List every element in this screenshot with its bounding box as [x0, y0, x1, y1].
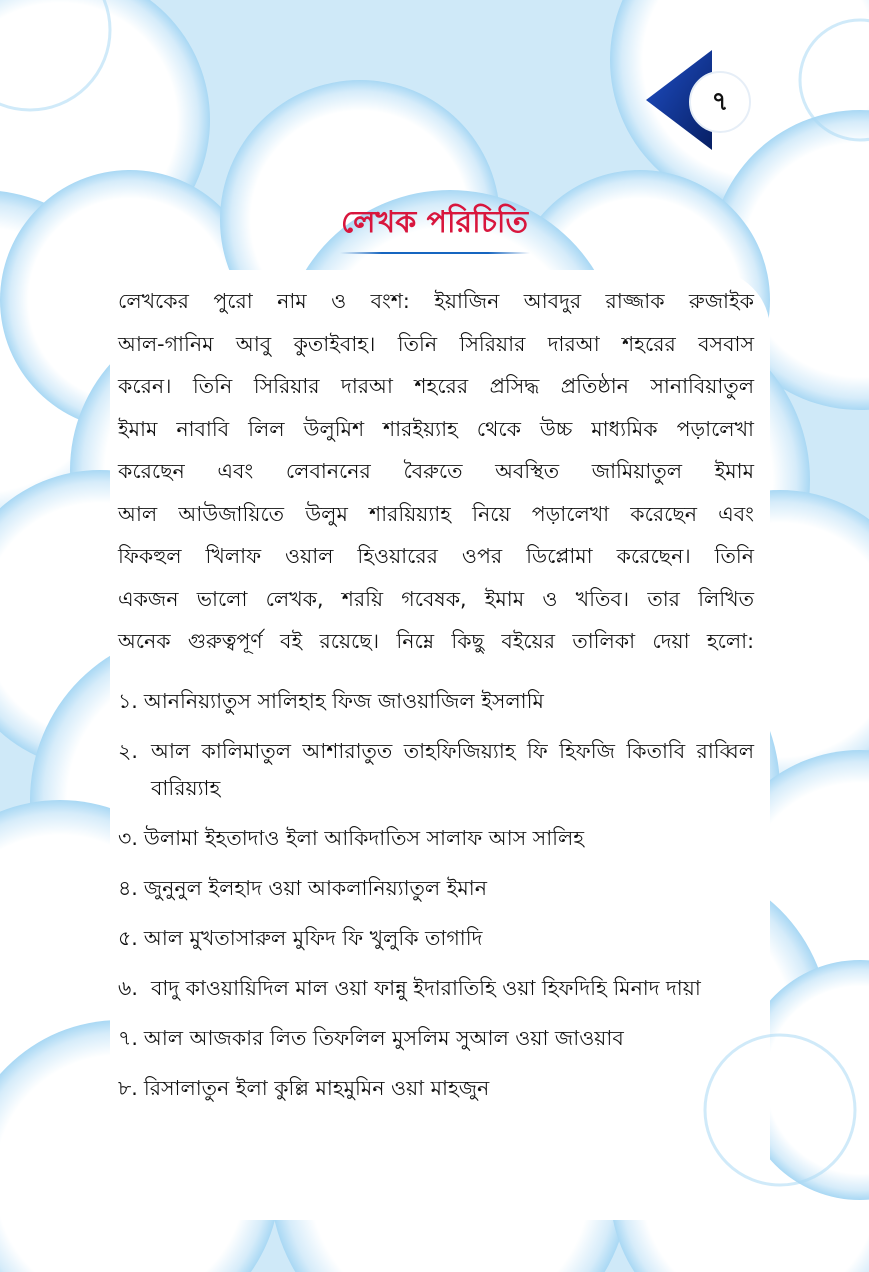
bio-line: অনেক গুরুত্বপূর্ণ বই রয়েছে। নিম্নে কিছু বইয়ের তালিকা দেয়া হলো: [118, 629, 754, 653]
list-item-number: ৫. [118, 926, 138, 950]
bio-line: আল-গানিম আবু কুতাইবাহ। তিনি সিরিয়ার দারআ শহরের বসবাস [118, 331, 754, 356]
author-bio-paragraph [118, 280, 754, 663]
list-item [118, 870, 754, 907]
list-item-title: উলামা ইহতাদাও ইলা আকিদাতিস সালাফ আস সালিহ [143, 826, 585, 850]
page-number-tab [646, 50, 756, 150]
list-item-title: বাদু কাওয়ায়িদিল মাল ওয়া ফান্নু ইদারাতিহি ওয়া হিফদিহি মিনাদ দায়া [151, 976, 701, 1000]
list-item [118, 920, 754, 957]
list-item-number: ৪. [118, 876, 138, 900]
bio-line: একজন ভালো লেখক, শরয়ি গবেষক, ইমাম ও খতিব। তার লিখিত [118, 586, 754, 611]
list-item-title: রিসালাতুন ইলা কুল্লি মাহমুমিন ওয়া মাহজুন [143, 1076, 490, 1100]
list-item [118, 733, 754, 807]
list-item-number: ৬. [118, 976, 138, 1000]
bio-line: আল আউজায়িতে উলুম শারয়িয়্যাহ নিয়ে পড়ালেখা করেছেন এবং [118, 501, 754, 526]
page-number: ৭ [711, 87, 729, 117]
bio-line: করেন। তিনি সিরিয়ার দারআ শহরের প্রসিদ্ধ প্রতিষ্ঠান সানাবিয়াতুল [118, 374, 754, 398]
list-item-title: আল মুখতাসারুল মুফিদ ফি খুলুকি তাগাদি [143, 926, 483, 950]
list-item-title: আল কালিমাতুল আশারাতুত তাহফিজিয়্যাহ ফি হিফজি কিতাবি রাব্বিল বারিয়্যাহ [151, 739, 754, 800]
bio-line: ফিকহুল খিলাফ ওয়াল হিওয়ারের ওপর ডিপ্লোমা করেছেন। তিনি [118, 544, 754, 568]
bio-line: ইমাম নাবাবি লিল উলুমিশ শারইয়্যাহ থেকে উচ্চ মাধ্যমিক পড়ালেখা [118, 416, 754, 441]
title-underline [340, 252, 530, 254]
list-item-number: ১. [118, 689, 138, 713]
bio-line: লেখকের পুরো নাম ও বংশ: ইয়াজিন আবদুর রাজ্জাক রুজাইক [118, 289, 754, 313]
page-title: লেখক পরিচিতি [341, 205, 528, 240]
list-item [118, 820, 754, 857]
list-item [118, 683, 754, 720]
list-item-title: জুনুনুল ইলহাদ ওয়া আকলানিয়্যাতুল ইমান [143, 876, 487, 900]
list-item [118, 1070, 754, 1107]
list-item-number: ২. [118, 739, 138, 763]
list-item [118, 1020, 754, 1057]
list-item-title: আননিয়্যাতুস সালিহাহ ফিজ জাওয়াজিল ইসলামি [143, 689, 544, 713]
bio-line: করেছেন এবং লেবাননের বৈরুতে অবস্থিত জামিয়াতুল ইমাম [118, 459, 754, 483]
list-item [118, 970, 754, 1007]
list-item-number: ৮. [118, 1076, 138, 1100]
list-item-number: ৭. [118, 1026, 138, 1050]
book-list [118, 683, 754, 1120]
list-item-title: আল আজকার লিত তিফলিল মুসলিম সুআল ওয়া জাওয়াব [143, 1026, 624, 1050]
list-item-number: ৩. [118, 826, 138, 850]
